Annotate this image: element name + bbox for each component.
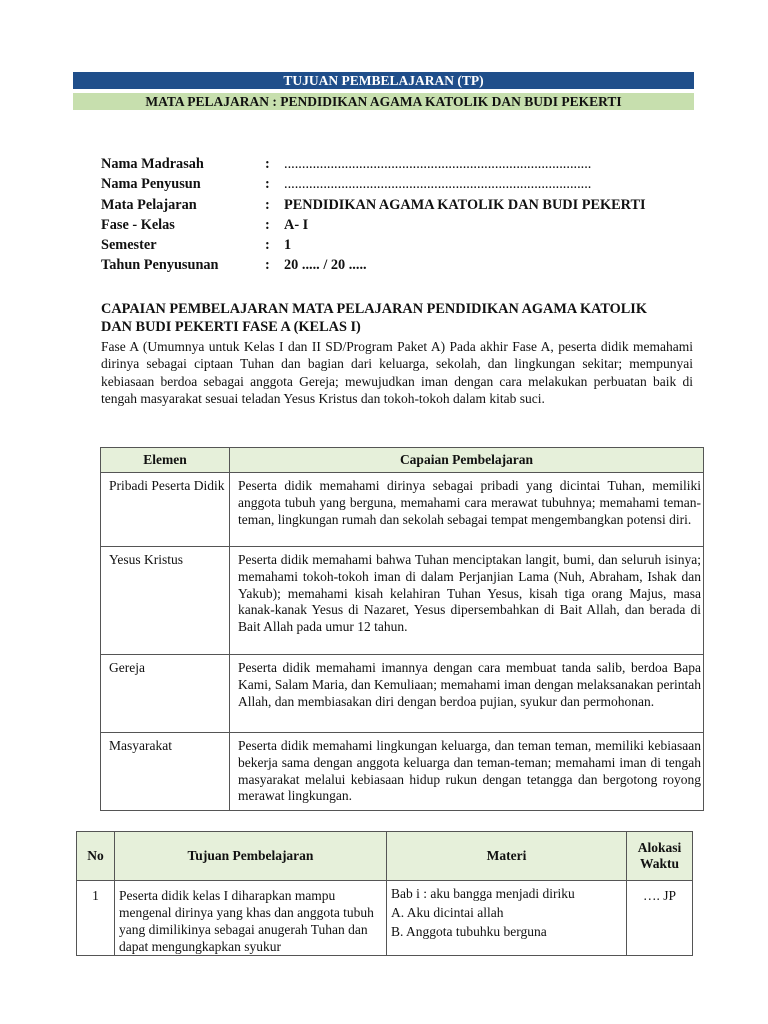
table-row: [101, 473, 704, 547]
table-row: [101, 547, 704, 655]
materi-line: Bab i : aku bangga menjadi diriku: [391, 886, 575, 901]
materi-cell: [387, 881, 627, 956]
table-header-row: [77, 832, 693, 881]
capaian-cell: Peserta didik memahami bahwa Tuhan menciptakan langit, bumi, dan seluruh isinya; memahami tokoh-tokoh iman di dalam Perjanjian Lama (Nuh, Abraham, Ishak dan Yakub); memahami kisah kelahiran Tuhan Yesus, kisah tiga orang Majus, masa kanak-kanak Yesus di Nazaret, Yesus dipersembahkan di Bait Allah, dan berada di Bait Allah pada umur 12 tahun.: [230, 547, 704, 655]
info-label: Nama Madrasah: [101, 156, 204, 172]
tujuan-cell: Peserta didik kelas I diharapkan mampu mengenal dirinya yang khas dan anggota tubuh yang dimilikinya sebagai anugerah Tuhan dan dapat mengungkapkan syukur: [115, 881, 387, 956]
header-alokasi: Alokasi Waktu: [627, 832, 693, 881]
info-row-fase-kelas: [101, 215, 646, 235]
header-materi: Materi: [387, 832, 627, 881]
table-row: [77, 881, 693, 956]
elemen-cell: Pribadi Peserta Didik: [101, 473, 230, 547]
no-cell: 1: [77, 881, 115, 956]
info-colon: :: [265, 176, 270, 193]
info-label: Tahun Penyusunan: [101, 257, 219, 274]
table-header-row: [101, 448, 704, 473]
info-row-semester: [101, 235, 646, 255]
elemen-cell: Yesus Kristus: [101, 547, 230, 655]
info-row-mata-pelajaran: [101, 195, 646, 215]
header-capaian: Capaian Pembelajaran: [230, 448, 704, 473]
info-colon: :: [265, 196, 270, 213]
capaian-cell: Peserta didik memahami lingkungan keluarga, dan teman teman, memiliki kebiasaan bekerja sama dengan anggota keluarga dan teman-teman; memahami iman di tengah masyarakat melalui kebiasaan hidup rukun dengan tetangga dan bergotong royong merawat lingkungan.: [230, 733, 704, 811]
elemen-cell: Gereja: [101, 655, 230, 733]
materi-line: A. Aku dicintai allah: [391, 905, 504, 920]
capaian-heading: CAPAIAN PEMBELAJARAN MATA PELAJARAN PENDIDIKAN AGAMA KATOLIK DAN BUDI PEKERTI FASE A (KELAS I): [101, 301, 647, 335]
info-colon: :: [265, 237, 270, 254]
capaian-paragraph: Fase A (Umumnya untuk Kelas I dan II SD/Program Paket A) Pada akhir Fase A, peserta didik memahami dirinya sebagai ciptaan Tuhan dan bagian dari keluarga, sekolah, dan lingkungan sekitar; mempunyai kebiasaan berdoa sebagai anggota Gereja; mewujudkan iman dengan cara melakukan perbuatan baik di tengah masyarakat sesuai teladan Yesus Kristus dan tokoh-tokoh dalam kitab suci.: [101, 339, 693, 406]
table-row: [101, 733, 704, 811]
info-value: 1: [284, 237, 292, 254]
info-value: A- I: [284, 216, 309, 233]
header-no: No: [77, 832, 115, 881]
header-elemen: Elemen: [101, 448, 230, 473]
identity-section: [101, 154, 646, 276]
materi-line: B. Anggota tubuhku berguna: [391, 924, 547, 939]
info-label: Semester: [101, 237, 157, 254]
capaian-cell: Peserta didik memahami imannya dengan cara membuat tanda salib, berdoa Bapa Kami, Salam Maria, dan Kemuliaan; memahami iman dengan melaksanakan perintah Allah, dan membiasakan diri dengan berdoa pujian, syukur dan permohonan.: [230, 655, 704, 733]
info-label: Mata Pelajaran: [101, 196, 197, 213]
info-label: Nama Penyusun: [101, 176, 201, 193]
tujuan-table: [76, 831, 693, 956]
info-row-tahun-penyusunan: [101, 255, 646, 275]
info-colon: :: [265, 257, 270, 274]
info-value: PENDIDIKAN AGAMA KATOLIK DAN BUDI PEKERTI: [284, 196, 646, 213]
info-value: ......................................................................................: [284, 176, 592, 193]
document-title: TUJUAN PEMBELAJARAN (TP): [73, 72, 694, 89]
alokasi-cell: …. JP: [627, 881, 693, 956]
capaian-cell: Peserta didik memahami dirinya sebagai pribadi yang dicintai Tuhan, memiliki anggota tubuh yang berguna, memahami cara merawat tubuhnya; memahami teman-teman, lingkungan rumah dan sekolah sebagai tempat mengembangkan potensi diri.: [230, 473, 704, 547]
info-colon: :: [265, 216, 270, 233]
elemen-cell: Masyarakat: [101, 733, 230, 811]
info-label: Fase - Kelas: [101, 216, 175, 233]
info-row-nama-penyusun: [101, 174, 646, 194]
info-colon: :: [265, 156, 270, 172]
header-tujuan: Tujuan Pembelajaran: [115, 832, 387, 881]
elemen-table: [100, 447, 704, 811]
document-subtitle: MATA PELAJARAN : PENDIDIKAN AGAMA KATOLIK DAN BUDI PEKERTI: [73, 93, 694, 110]
table-row: [101, 655, 704, 733]
info-value: 20 ..... / 20 .....: [284, 257, 367, 274]
info-row-nama-madrasah: [101, 154, 646, 174]
info-value: ......................................................................................: [284, 156, 592, 172]
